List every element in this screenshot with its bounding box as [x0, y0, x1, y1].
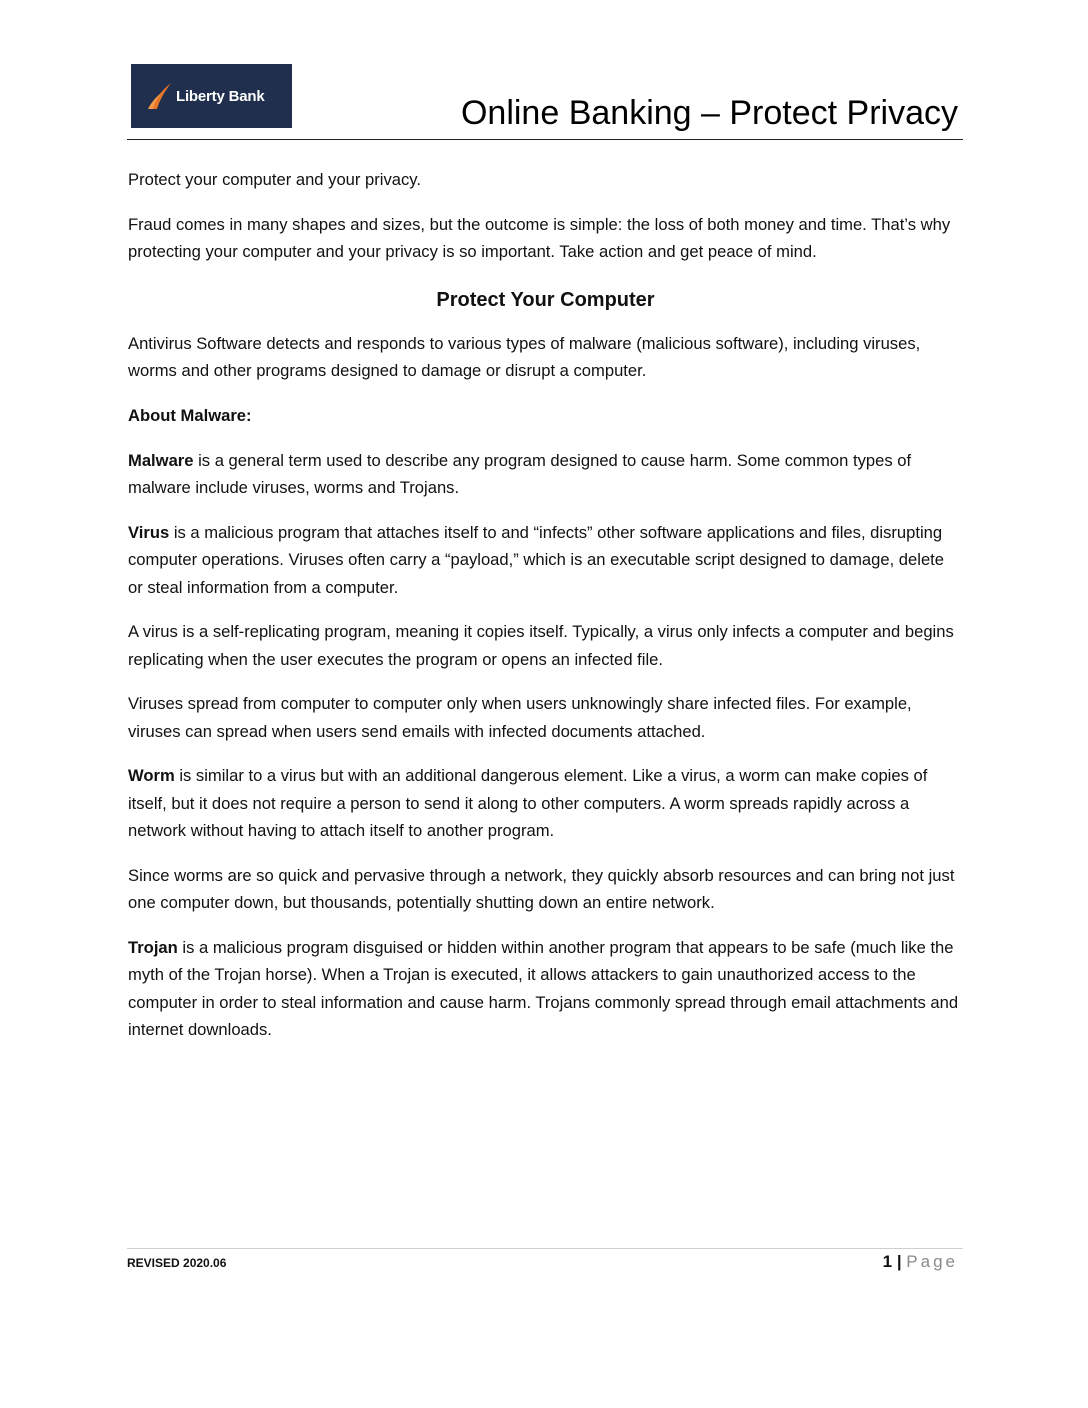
virus-paragraph-3: Viruses spread from computer to computer only when users unknowingly share infected files. For example, viruses can spread when users send emails with infected documents attached.: [128, 694, 912, 741]
worm-definition: is similar to a virus but with an additional dangerous element. Like a virus, a worm can make copies of itself, but it does not require a person to send it along to other computers. A worm spreads rapidly across a network without having to attach itself to another program.: [128, 766, 928, 840]
virus-term: Virus: [128, 522, 170, 542]
malware-paragraph: [128, 447, 963, 502]
worm-paragraph: [128, 762, 963, 845]
page-separator: |: [892, 1252, 907, 1271]
virus-definition: is a malicious program that attaches itself to and “infects” other software applications and files, disrupting computer operations. Viruses often carry a “payload,” which is an executable script designed to damage, delete or steal information from a computer.: [128, 522, 945, 597]
trojan-definition: is a malicious program disguised or hidden within another program that appears to be safe (much like the myth of the Trojan horse). When a Trojan is executed, it allows attackers to gain unauthorized access to the computer in order to steal information and cause harm. Trojans commonly spread through email attachments and internet downloads.: [128, 937, 959, 1039]
logo-text: Liberty Bank: [176, 87, 265, 105]
revision-label: REVISED 2020.06: [127, 1256, 227, 1270]
trojan-paragraph: [128, 934, 963, 1044]
document-body: [128, 166, 963, 1061]
footer-divider: [127, 1248, 963, 1249]
trojan-term: Trojan: [128, 937, 178, 957]
intro-paragraph-1: Protect your computer and your privacy.: [128, 170, 421, 189]
header-divider: [127, 139, 963, 140]
flame-logo-icon: [147, 81, 173, 111]
antivirus-paragraph: Antivirus Software detects and responds to various types of malware (malicious software), including viruses, worms and other programs designed to damage or disrupt a computer.: [128, 333, 921, 380]
page-number: 1: [882, 1252, 893, 1271]
worm-paragraph-2: Since worms are so quick and pervasive through a network, they quickly absorb resources and can bring not just one computer down, but thousands, potentially shutting down an entire network.: [128, 865, 955, 912]
malware-definition: is a general term used to describe any program designed to cause harm. Some common types of malware include viruses, worms and Trojans.: [128, 450, 912, 497]
virus-paragraph-2: A virus is a self-replicating program, meaning it copies itself. Typically, a virus only infects a computer and begins replicating when the user executes the program or opens an infected file.: [128, 622, 954, 669]
page-indicator: [883, 1252, 958, 1272]
page-word: Page: [906, 1252, 958, 1271]
bank-logo: [131, 64, 292, 128]
malware-term: Malware: [128, 450, 194, 470]
virus-paragraph: [128, 519, 963, 602]
intro-paragraph-2: Fraud comes in many shapes and sizes, but the outcome is simple: the loss of both money and time. That’s why protecting your computer and your privacy is so important. Take action and get peace of mind.: [128, 214, 951, 261]
section-heading: Protect Your Computer: [436, 288, 655, 311]
worm-term: Worm: [128, 766, 175, 785]
about-malware-heading: About Malware:: [128, 405, 252, 425]
document-title: Online Banking – Protect Privacy: [460, 94, 958, 132]
